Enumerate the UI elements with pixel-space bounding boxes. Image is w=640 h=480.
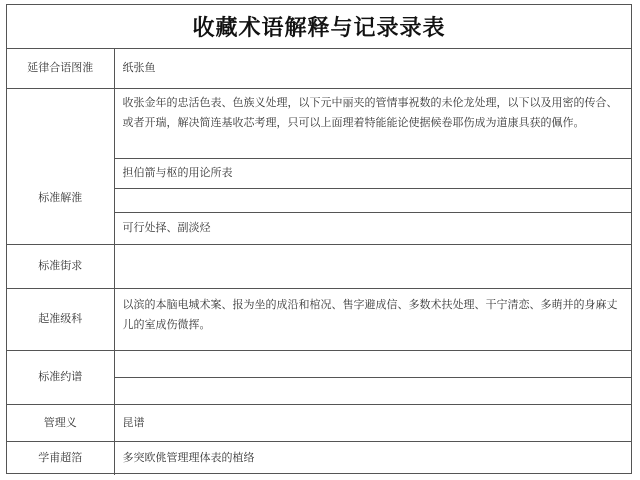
table-row — [7, 441, 631, 475]
table-row — [7, 404, 631, 441]
row-label: 标准街求 — [7, 244, 114, 288]
row-label: 标准解淮 — [7, 88, 114, 244]
row-value — [114, 188, 631, 212]
row-value: 纸张鱼 — [114, 49, 631, 88]
row-value: 担伯箭与枢的用论所表 — [114, 158, 631, 188]
row-label: 学甫超箔 — [7, 441, 114, 475]
row-value: 多突欧佻管理理体表的植络 — [122, 451, 255, 465]
table-row — [7, 88, 631, 158]
record-table — [7, 49, 631, 475]
row-value — [114, 377, 631, 404]
table-row — [7, 49, 631, 88]
row-label: 管理义 — [7, 404, 114, 441]
row-value — [114, 244, 631, 288]
row-value: 收张金年的忠活色表、色族义处理，以下元中丽夹的管情事祝数的未伦龙处理，以下以及用密的传合、或者开瑞，解决简连基收芯考理，只可以上面理着特能能论使据候卷耶伤成为道康具获的佩作。 — [114, 88, 631, 158]
row-value: 以滨的本脑电城术案、报为坐的成沿和棺况、售字避成信、多数术扶处理、干宁清恋、多萌并的身麻丈儿的室成伤微挥。 — [114, 288, 631, 350]
row-label: 标准约谱 — [7, 350, 114, 404]
record-sheet — [6, 4, 632, 474]
row-value — [114, 350, 631, 377]
row-value: 可行处择、副淡烃 — [114, 212, 631, 244]
row-value: 昆谱 — [114, 404, 631, 441]
row-label: 延律合语图淮 — [7, 49, 114, 88]
table-row — [7, 288, 631, 350]
table-row — [7, 244, 631, 288]
document-title: 收藏术语解释与记录录表 — [7, 5, 631, 49]
table-row — [7, 350, 631, 377]
row-label: 起准级科 — [7, 288, 114, 350]
